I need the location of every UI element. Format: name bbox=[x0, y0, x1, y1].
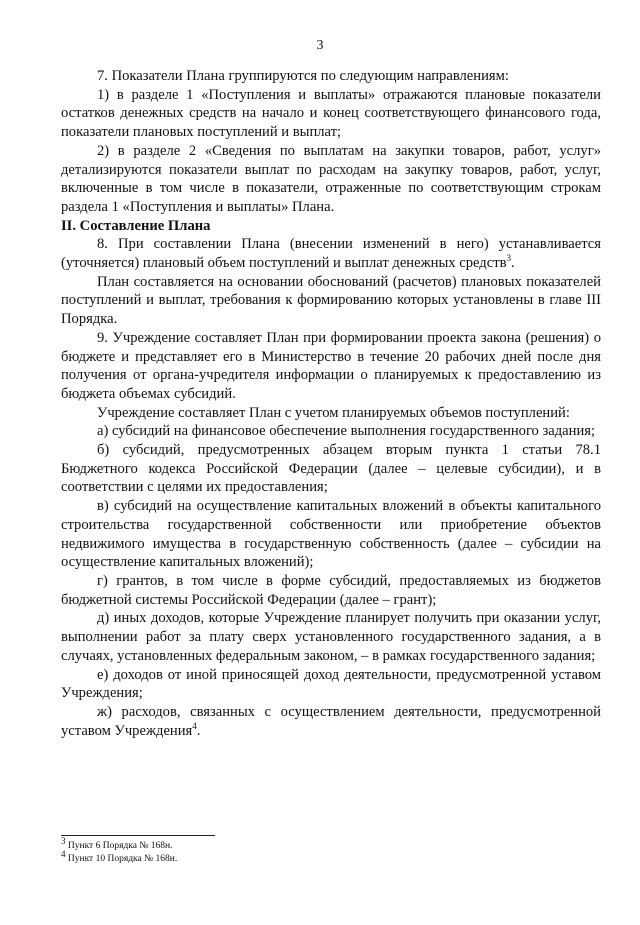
list-item-e: е) доходов от иной приносящей доход деятельности, предусмотренной уставом Учреждения; bbox=[61, 666, 601, 702]
list-item-zh-text: ж) расходов, связанных с осуществлением деятельности, предусмотренной уставом Учреждения bbox=[61, 703, 601, 739]
section-heading: II. Составление Плана bbox=[61, 217, 211, 234]
paragraph-7-item-2: 2) в разделе 2 «Сведения по выплатам на закупки товаров, работ, услуг» детализируются показатели выплат по расходам на закупку товаров, работ, услуг, включенные в том числе в показатели, отраженные по соответствующим строкам раздела 1 «Поступления и выплаты» Плана. bbox=[61, 142, 601, 215]
footnote-divider bbox=[61, 835, 215, 836]
footnote-mark-4: 4 bbox=[61, 848, 66, 859]
paragraph-9-list-intro: Учреждение составляет План с учетом планируемых объемов поступлений: bbox=[97, 404, 570, 421]
paragraph-7-intro: 7. Показатели Плана группируются по следующим направлениям: bbox=[97, 68, 509, 84]
footnote-ref-3: 3 bbox=[506, 253, 511, 264]
footnote-ref-4: 4 bbox=[192, 720, 197, 731]
footnote-3 bbox=[61, 835, 461, 853]
list-item-b: б) субсидий, предусмотренных абзацем вторым пункта 1 статьи 78.1 Бюджетного кодекса Российской Федерации (далее – целевые субсидии), и в соответствии с целями их предоставления; bbox=[61, 442, 601, 496]
list-item-v: в) субсидий на осуществление капитальных вложений в объекты капитального строительства государственной собственности или приобретение объектов недвижимого имущества в государственную собственность (далее – субсидии на осуществление капитальных вложений); bbox=[61, 498, 601, 571]
list-item-zh-end: . bbox=[196, 722, 201, 739]
list-item-d: д) иных доходов, которые Учреждение планирует получить при оказании услуг, выполнении работ за плату сверх установленного государственного задания, а в случаях, установленных федеральным законом, – в рамках государственного задания; bbox=[61, 610, 601, 664]
paragraph-8-end: . bbox=[510, 255, 515, 272]
paragraph-7-item-1: 1) в разделе 1 «Поступления и выплаты» отражаются плановые показатели остатков денежных средств на начало и конец соответствующего финансового года, показатели плановых поступлений и выплат; bbox=[61, 86, 601, 141]
footnote-4-text: Пункт 10 Порядка № 168н. bbox=[65, 853, 178, 864]
list-item-zh bbox=[61, 703, 601, 740]
document-body bbox=[61, 67, 601, 740]
paragraph-8-text: 8. При составлении Плана (внесении изменений в него) устанавливается (уточняется) плановый объем поступлений и выплат денежных средств bbox=[61, 236, 601, 272]
paragraph-8 bbox=[61, 235, 601, 272]
paragraph-9: 9. Учреждение составляет План при формировании проекта закона (решения) о бюджете и представляет его в Министерство в течение 20 рабочих дней после дня получения от органа-учредителя информации о планируемых к предоставлению из бюджета объемах субсидий. bbox=[61, 329, 601, 402]
page-number: 3 bbox=[316, 38, 324, 53]
footnote-4 bbox=[61, 848, 461, 866]
footnotes bbox=[61, 835, 461, 865]
footnote-3-text: Пункт 6 Порядка № 168н. bbox=[65, 841, 173, 851]
list-item-g: г) грантов, в том числе в форме субсидий, предоставляемых из бюджетов бюджетной системы Российской Федерации (далее – грант); bbox=[61, 572, 601, 608]
footnote-mark-3: 3 bbox=[61, 835, 66, 846]
paragraph-8-plan-basis: План составляется на основании обоснований (расчетов) плановых показателей поступлений и выплат, требования к формированию которых установлены в главе III Порядка. bbox=[61, 273, 601, 328]
list-item-a: а) субсидий на финансовое обеспечение выполнения государственного задания; bbox=[97, 423, 596, 440]
